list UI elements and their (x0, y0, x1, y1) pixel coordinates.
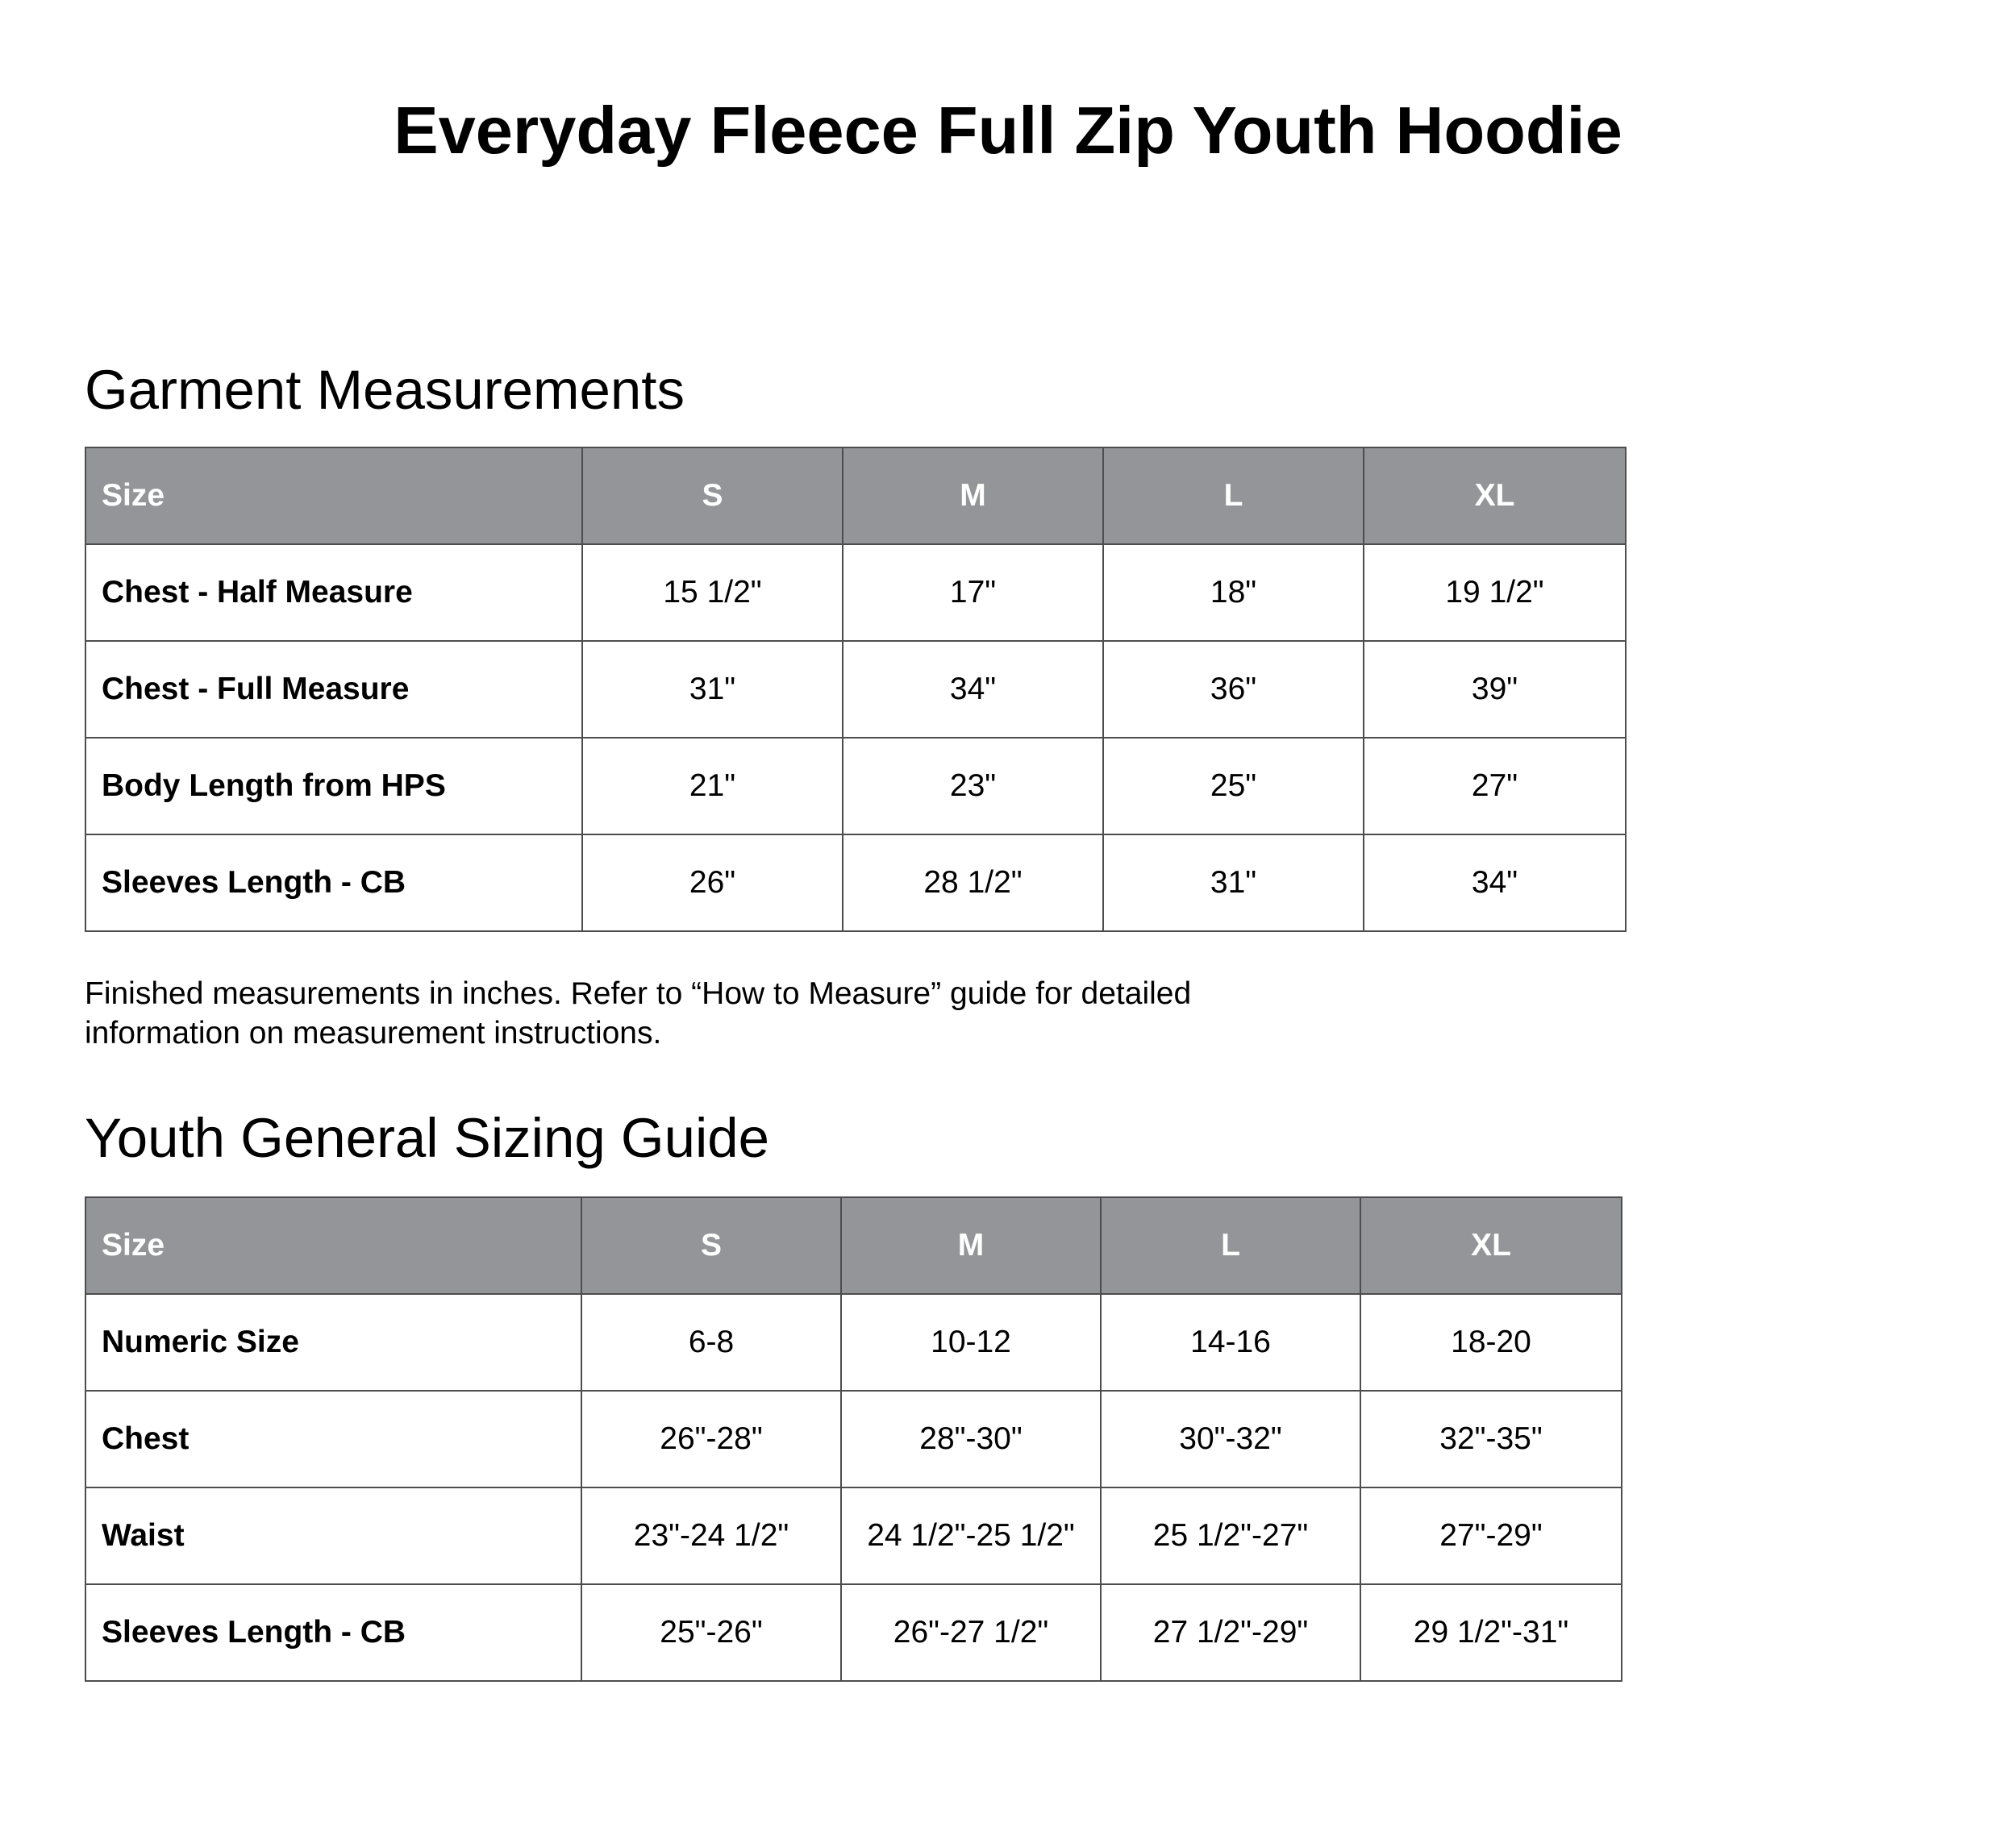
row-label: Sleeves Length - CB (85, 834, 582, 931)
column-header-xl: XL (1360, 1197, 1622, 1294)
youth-sizing-guide-table (85, 1196, 1622, 1682)
garment-measurements-table (85, 447, 1627, 932)
table-cell: 34" (843, 641, 1103, 738)
table-cell: 29 1/2"-31" (1360, 1584, 1622, 1681)
table-cell: 10-12 (841, 1294, 1101, 1391)
table-cell: 21" (582, 738, 843, 834)
measurement-note (85, 974, 1375, 1053)
table-header-row (85, 1197, 1622, 1294)
table-cell: 17" (843, 544, 1103, 641)
table-row (85, 641, 1626, 738)
table-cell: 26"-27 1/2" (841, 1584, 1101, 1681)
table-row (85, 834, 1626, 931)
column-header-m: M (843, 447, 1103, 544)
table-cell: 25"-26" (581, 1584, 841, 1681)
table-row (85, 1487, 1622, 1584)
garment-measurements-heading: Garment Measurements (85, 359, 685, 421)
table-cell: 18-20 (1360, 1294, 1622, 1391)
table-cell: 14-16 (1101, 1294, 1360, 1391)
table-cell: 31" (582, 641, 843, 738)
table-header-row (85, 447, 1626, 544)
table-cell: 28 1/2" (843, 834, 1103, 931)
youth-sizing-guide-heading: Youth General Sizing Guide (85, 1107, 770, 1169)
column-header-l: L (1101, 1197, 1360, 1294)
table-cell: 27"-29" (1360, 1487, 1622, 1584)
measurement-note-line1: Finished measurements in inches. Refer to “How to Measure” guide for detailed (85, 976, 1192, 1011)
table-cell: 31" (1103, 834, 1364, 931)
table-row (85, 544, 1626, 641)
table-cell: 32"-35" (1360, 1391, 1622, 1487)
column-header-m: M (841, 1197, 1101, 1294)
row-label: Body Length from HPS (85, 738, 582, 834)
table-cell: 34" (1364, 834, 1626, 931)
table-cell: 25 1/2"-27" (1101, 1487, 1360, 1584)
table-cell: 15 1/2" (582, 544, 843, 641)
table-cell: 30"-32" (1101, 1391, 1360, 1487)
column-header-size: Size (85, 1197, 581, 1294)
column-header-s: S (581, 1197, 841, 1294)
column-header-l: L (1103, 447, 1364, 544)
table-cell: 19 1/2" (1364, 544, 1626, 641)
table-row (85, 1584, 1622, 1681)
table-cell: 6-8 (581, 1294, 841, 1391)
measurement-note-line2: information on measurement instructions. (85, 1016, 662, 1051)
row-label: Sleeves Length - CB (85, 1584, 581, 1681)
row-label: Numeric Size (85, 1294, 581, 1391)
table-cell: 36" (1103, 641, 1364, 738)
table-cell: 26"-28" (581, 1391, 841, 1487)
table-cell: 27" (1364, 738, 1626, 834)
page-title: Everyday Fleece Full Zip Youth Hoodie (394, 93, 1622, 168)
table-cell: 39" (1364, 641, 1626, 738)
table-row (85, 1391, 1622, 1487)
row-label: Chest - Full Measure (85, 641, 582, 738)
table-cell: 28"-30" (841, 1391, 1101, 1487)
table-cell: 25" (1103, 738, 1364, 834)
column-header-s: S (582, 447, 843, 544)
table-cell: 27 1/2"-29" (1101, 1584, 1360, 1681)
column-header-size: Size (85, 447, 582, 544)
table-cell: 23" (843, 738, 1103, 834)
table-cell: 23"-24 1/2" (581, 1487, 841, 1584)
table-row (85, 1294, 1622, 1391)
table-cell: 18" (1103, 544, 1364, 641)
column-header-xl: XL (1364, 447, 1626, 544)
row-label: Waist (85, 1487, 581, 1584)
table-row (85, 738, 1626, 834)
table-cell: 24 1/2"-25 1/2" (841, 1487, 1101, 1584)
table-cell: 26" (582, 834, 843, 931)
row-label: Chest - Half Measure (85, 544, 582, 641)
row-label: Chest (85, 1391, 581, 1487)
